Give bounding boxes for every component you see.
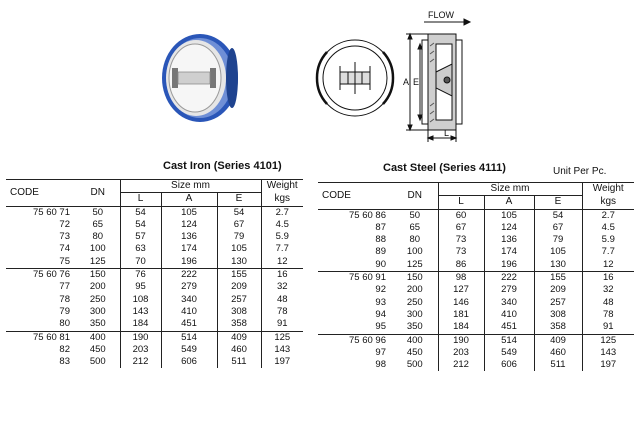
cell-l: 67 — [438, 222, 484, 234]
cell-dn: 350 — [76, 318, 120, 331]
cast-iron-table — [6, 179, 303, 368]
header-size: Size mm — [120, 180, 261, 193]
cell-e: 155 — [217, 269, 261, 282]
cell-dn: 65 — [409, 221, 421, 233]
cell-a: 279 — [161, 281, 217, 293]
cell-dn: 300 — [89, 305, 106, 317]
cell-w: 12 — [261, 256, 303, 269]
cell-w: 4.5 — [601, 221, 615, 233]
cell-code: 87 — [375, 221, 386, 233]
header-a: A — [161, 193, 217, 206]
cast-steel-title: Cast Steel (Series 4111) — [383, 162, 506, 174]
cell-e: 105 — [217, 243, 261, 255]
cell-l: 98 — [438, 272, 484, 285]
cell-w: 78 — [602, 308, 614, 320]
cell-code: 92 — [375, 284, 386, 296]
table-row — [6, 256, 303, 269]
cell-l: 95 — [120, 281, 161, 293]
cast-iron-title: Cast Iron (Series 4101) — [163, 160, 282, 172]
cell-e: 105 — [534, 246, 582, 258]
cell-code: 72 — [59, 218, 70, 230]
cell-w: 7.7 — [275, 243, 289, 255]
cell-w: 91 — [261, 318, 303, 331]
cell-w: 125 — [274, 331, 291, 343]
header-weight-unit: kgs — [261, 193, 303, 206]
cell-w: 4.5 — [275, 218, 289, 230]
cell-code: 95 — [318, 321, 392, 334]
cell-l: 212 — [438, 359, 484, 371]
table-row — [6, 294, 303, 306]
cell-w: 32 — [276, 281, 288, 293]
cell-dn: 350 — [392, 321, 438, 334]
cell-e: 130 — [534, 259, 582, 272]
cell-l: 70 — [120, 256, 161, 269]
cell-a: 410 — [161, 306, 217, 318]
cell-code: 75 60 86 — [349, 209, 386, 221]
cell-dn: 300 — [406, 308, 423, 320]
cell-dn: 125 — [392, 259, 438, 272]
cell-a: 451 — [484, 321, 534, 334]
cell-a: 514 — [161, 331, 217, 344]
cell-code: 89 — [375, 246, 386, 258]
header-weight: Weight — [261, 180, 303, 193]
cell-e: 409 — [217, 331, 261, 344]
cell-l: 203 — [120, 344, 161, 356]
cell-a: 279 — [484, 284, 534, 296]
flow-label: FLOW — [428, 10, 454, 20]
cell-dn: 450 — [89, 343, 106, 355]
cell-code: 80 — [6, 318, 76, 331]
cell-e: 79 — [217, 231, 261, 243]
cell-code: 75 60 96 — [349, 334, 386, 346]
cell-dn: 80 — [92, 231, 104, 243]
cell-e: 511 — [217, 356, 261, 368]
cell-l: 212 — [120, 356, 161, 368]
cell-code: 79 — [59, 305, 70, 317]
cell-e: 257 — [534, 297, 582, 309]
cell-a: 174 — [484, 246, 534, 258]
header-e: E — [534, 196, 582, 209]
table-row — [318, 309, 634, 321]
cell-dn: 100 — [89, 243, 106, 255]
cell-code: 77 — [59, 281, 70, 293]
header-size: Size mm — [438, 183, 582, 196]
cell-w: 16 — [602, 272, 614, 284]
cell-e: 67 — [534, 222, 582, 234]
table-row — [318, 222, 634, 234]
table-row — [6, 269, 303, 282]
cell-code: 94 — [375, 308, 386, 320]
table-row — [318, 284, 634, 296]
cell-e: 209 — [217, 281, 261, 293]
cell-a: 136 — [161, 231, 217, 243]
cell-a: 514 — [484, 334, 534, 347]
front-view — [317, 40, 393, 116]
cell-a: 196 — [484, 259, 534, 272]
cell-e: 409 — [534, 334, 582, 347]
cell-a: 410 — [484, 309, 534, 321]
dim-e-label: E — [413, 77, 420, 87]
cell-e: 209 — [534, 284, 582, 296]
cell-e: 358 — [534, 321, 582, 334]
header-code: CODE — [318, 183, 392, 210]
cell-w: 91 — [582, 321, 634, 334]
cell-code: 75 60 91 — [349, 272, 386, 284]
cell-e: 155 — [534, 272, 582, 285]
cell-l: 63 — [120, 243, 161, 255]
table-row — [318, 259, 634, 272]
cell-a: 222 — [161, 269, 217, 282]
cell-code: 88 — [375, 234, 386, 246]
table-row — [6, 331, 303, 344]
cell-a: 222 — [484, 272, 534, 285]
table-row — [6, 356, 303, 368]
cell-a: 124 — [484, 222, 534, 234]
dim-a-label: A — [403, 77, 410, 87]
cell-code: 93 — [375, 296, 386, 308]
cell-l: 184 — [120, 318, 161, 331]
cell-w: 78 — [276, 305, 288, 317]
cell-w: 197 — [600, 359, 617, 371]
cell-code: 75 60 76 — [33, 269, 70, 281]
cell-a: 196 — [161, 256, 217, 269]
cell-dn: 200 — [89, 281, 106, 293]
table-row — [6, 306, 303, 318]
cell-w: 7.7 — [601, 246, 615, 258]
cell-code: 82 — [59, 343, 70, 355]
unit-note: Unit Per Pc. — [553, 166, 607, 177]
cell-a: 124 — [161, 219, 217, 231]
cell-e: 511 — [534, 359, 582, 371]
cell-w: 5.9 — [601, 234, 615, 246]
cell-e: 460 — [534, 347, 582, 359]
cell-w: 2.7 — [275, 206, 289, 218]
cell-l: 181 — [438, 309, 484, 321]
cell-dn: 50 — [409, 209, 421, 221]
header-a: A — [484, 196, 534, 209]
cell-code: 74 — [59, 243, 70, 255]
table-row — [318, 347, 634, 359]
cell-dn: 80 — [409, 234, 421, 246]
cell-l: 86 — [438, 259, 484, 272]
cell-l: 57 — [120, 231, 161, 243]
cell-a: 105 — [161, 206, 217, 219]
cell-dn: 125 — [76, 256, 120, 269]
dim-l-label: L — [444, 128, 450, 138]
cell-code: 75 60 71 — [33, 206, 70, 218]
table-row — [318, 246, 634, 258]
cell-dn: 400 — [89, 331, 106, 343]
table-row — [6, 231, 303, 243]
cell-l: 108 — [120, 294, 161, 306]
header-e: E — [217, 193, 261, 206]
cell-l: 190 — [120, 331, 161, 344]
cell-dn: 150 — [406, 272, 423, 284]
table-row — [318, 359, 634, 371]
cell-e: 79 — [534, 234, 582, 246]
cell-a: 340 — [484, 297, 534, 309]
cell-a: 340 — [161, 294, 217, 306]
cell-dn: 500 — [89, 356, 106, 368]
cell-code: 83 — [59, 356, 70, 368]
cell-w: 16 — [276, 269, 288, 281]
cast-steel-table — [318, 182, 634, 371]
cell-dn: 65 — [92, 218, 104, 230]
cell-w: 12 — [582, 259, 634, 272]
table-row — [6, 219, 303, 231]
cell-l: 73 — [438, 246, 484, 258]
cell-dn: 50 — [92, 206, 104, 218]
cell-w: 197 — [274, 356, 291, 368]
header-l: L — [120, 193, 161, 206]
cell-dn: 400 — [406, 334, 423, 346]
cell-l: 184 — [438, 321, 484, 334]
cell-w: 5.9 — [275, 231, 289, 243]
cell-a: 174 — [161, 243, 217, 255]
table-row — [318, 272, 634, 285]
cell-a: 549 — [161, 344, 217, 356]
cell-l: 146 — [438, 297, 484, 309]
table-row — [318, 234, 634, 246]
cell-l: 127 — [438, 284, 484, 296]
table-row — [6, 243, 303, 255]
cell-e: 67 — [217, 219, 261, 231]
cell-dn: 500 — [406, 359, 423, 371]
cell-e: 308 — [217, 306, 261, 318]
cell-e: 54 — [217, 206, 261, 219]
cell-dn: 100 — [406, 246, 423, 258]
header-code: CODE — [6, 180, 76, 207]
cell-code: 97 — [375, 346, 386, 358]
cell-e: 257 — [217, 294, 261, 306]
cell-w: 143 — [600, 346, 617, 358]
cell-w: 143 — [274, 343, 291, 355]
header-l: L — [438, 196, 484, 209]
cell-l: 60 — [438, 209, 484, 222]
cell-w: 125 — [600, 334, 617, 346]
cell-a: 451 — [161, 318, 217, 331]
header-dn: DN — [392, 183, 438, 210]
cell-code: 75 60 81 — [33, 331, 70, 343]
cell-dn: 450 — [406, 346, 423, 358]
cell-code: 98 — [375, 359, 386, 371]
cell-e: 308 — [534, 309, 582, 321]
cell-l: 54 — [120, 219, 161, 231]
table-row — [6, 281, 303, 293]
cell-code: 73 — [59, 231, 70, 243]
cell-l: 203 — [438, 347, 484, 359]
cell-e: 460 — [217, 344, 261, 356]
cell-w: 48 — [276, 293, 288, 305]
table-row — [6, 206, 303, 219]
header-weight: Weight — [582, 183, 634, 196]
valve-photo — [150, 28, 250, 128]
cell-e: 130 — [217, 256, 261, 269]
cell-code: 90 — [318, 259, 392, 272]
cell-dn: 250 — [89, 293, 106, 305]
cell-a: 606 — [161, 356, 217, 368]
cell-w: 48 — [602, 296, 614, 308]
cell-l: 190 — [438, 334, 484, 347]
cell-dn: 200 — [406, 284, 423, 296]
cell-a: 549 — [484, 347, 534, 359]
table-row — [6, 318, 303, 331]
cell-dn: 150 — [89, 269, 106, 281]
cell-l: 54 — [120, 206, 161, 219]
cell-a: 105 — [484, 209, 534, 222]
cell-l: 143 — [120, 306, 161, 318]
cell-code: 75 — [6, 256, 76, 269]
header-dn: DN — [76, 180, 120, 207]
cell-l: 73 — [438, 234, 484, 246]
cell-dn: 250 — [406, 296, 423, 308]
cell-w: 2.7 — [601, 209, 615, 221]
cell-l: 76 — [120, 269, 161, 282]
cell-e: 358 — [217, 318, 261, 331]
table-row — [318, 297, 634, 309]
valve-drawing — [300, 10, 490, 145]
table-row — [318, 321, 634, 334]
cell-code: 78 — [59, 293, 70, 305]
header-weight-unit: kgs — [582, 196, 634, 209]
cell-e: 54 — [534, 209, 582, 222]
cell-a: 606 — [484, 359, 534, 371]
cell-w: 32 — [602, 284, 614, 296]
table-row — [318, 209, 634, 222]
table-row — [318, 334, 634, 347]
table-row — [6, 344, 303, 356]
cell-a: 136 — [484, 234, 534, 246]
